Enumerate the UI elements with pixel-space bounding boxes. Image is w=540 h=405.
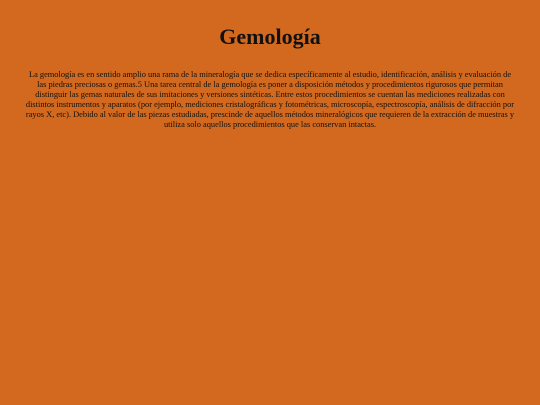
body-paragraph: La gemología es en sentido amplio una rama de la mineralogía que se dedica específicamente al estudio, identificación, análisis y evaluación de las piedras preciosas o gemas.5 Una tarea central de la gemología es poner a disposición métodos y procedimientos rigurosos que permitan distinguir las gemas naturales de sus imitaciones y versiones sintéticas. Entre estos procedimientos se cuentan las mediciones realizadas con distintos instrumentos y aparatos (por ejemplo, mediciones cristalográficas y fotométricas, microscopía, espectroscopía, análisis de difracción por rayos X, etc). Debido al valor de las piezas estudiadas, prescinde de aquellos métodos mineralógicos que requieren de la extracción de muestras y utiliza solo aquellos procedimientos que las conservan intactas. <box>25 70 515 129</box>
page-title: Gemología <box>219 24 321 49</box>
